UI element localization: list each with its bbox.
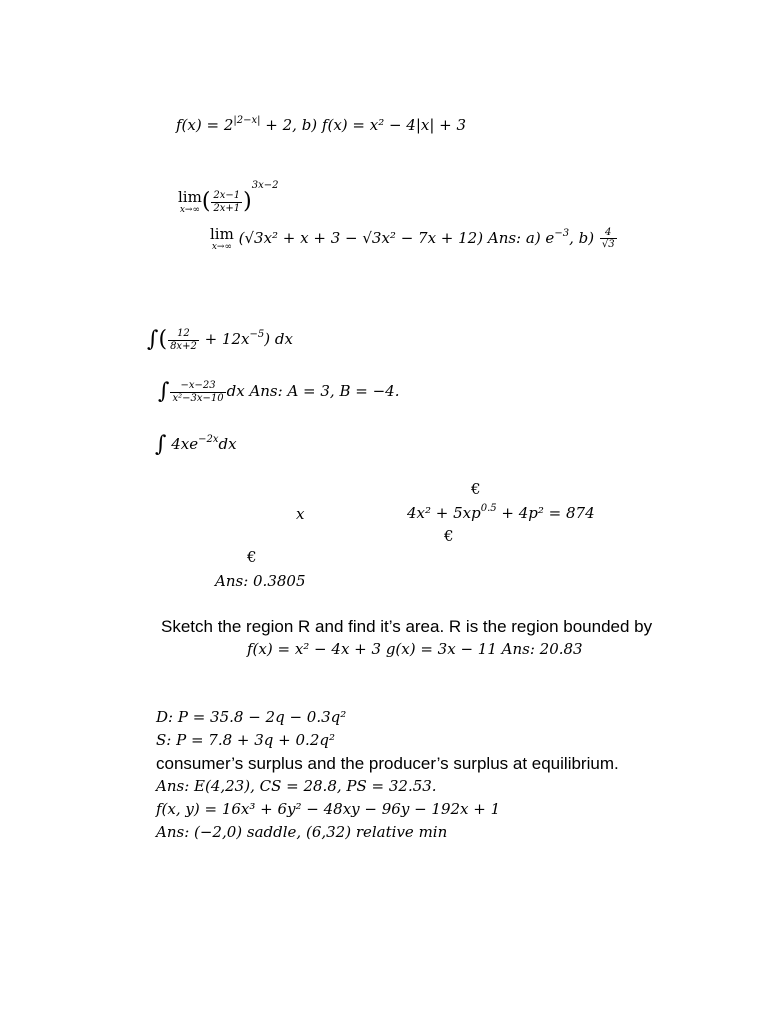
multivar-function: f(x, y) = 16x³ + 6y² − 48xy − 96y − 192x + 1 <box>156 800 501 818</box>
euro-bottom: € <box>444 527 454 545</box>
integral-sign: ∫ <box>155 432 167 457</box>
lim-word: lim <box>178 188 202 207</box>
implicit-equation-a: 4x² + 5xp <box>407 504 481 522</box>
integral-2-denominator: x²−3x−10 <box>172 392 224 404</box>
limit-2-answer: Ans: a) e <box>487 228 555 247</box>
region-functions: f(x) = x² − 4x + 3 g(x) = 3x − 11 Ans: 20.83 <box>247 640 583 658</box>
lim-subscript: x→∞ <box>179 204 200 215</box>
limit-2-expression: (√3x² + x + 3 − √3x² − 7x + 12) <box>238 228 484 247</box>
function-a-exponent: |2−x| <box>233 115 261 126</box>
demand-equation: D: P = 35.8 − 2q − 0.3q² <box>156 708 347 726</box>
surplus-text: consumer’s surplus and the producer’s surplus at equilibrium. <box>156 754 619 773</box>
supply-equation: S: P = 7.8 + 3q + 0.2q² <box>156 731 335 749</box>
integral-sign: ∫ <box>158 379 170 404</box>
implicit-answer: Ans: 0.3805 <box>215 572 306 590</box>
integral-2-tail: dx Ans: A = 3, B = −4. <box>226 382 400 400</box>
limit-1: lim x→∞ ( $\frac{2x-1}{2x+1}$ )$^{3x-2}$ <box>178 180 279 215</box>
integral-1-fraction <box>168 328 199 352</box>
integral-1: ∫( $\frac{12}{8x+2}$ + $12x^{-5}$) dx <box>147 327 293 352</box>
variable-x: x <box>296 505 305 523</box>
limit-2 <box>210 226 618 252</box>
integral-2 <box>158 380 399 404</box>
limit-2-b-fraction <box>600 227 617 251</box>
function-b: b) f(x) = x² − 4|x| + 3 <box>301 116 467 134</box>
limit-1-exponent: 3x−2 <box>251 180 279 191</box>
limit-2-b-numerator: 4 <box>600 227 617 240</box>
integral-3-text: 4xe <box>166 435 199 453</box>
implicit-equation-b: + 4p² = 874 <box>496 504 595 522</box>
integral-2-fraction <box>170 380 225 404</box>
multivar-answer: Ans: (−2,0) saddle, (6,32) relative min <box>156 823 448 841</box>
lim-word: lim <box>210 225 234 243</box>
region-prompt: Sketch the region R and find it’s area. R is the region bounded by <box>161 617 653 636</box>
function-line <box>176 115 467 134</box>
limit-1-operator <box>178 189 202 215</box>
limit-1-numerator: 2x−1 <box>213 190 241 201</box>
integral-1-numerator: 12 <box>168 328 199 341</box>
function-a: f(x) = 2 <box>176 116 234 134</box>
euro-left: € <box>247 548 257 566</box>
implicit-equation-exponent: 0.5 <box>480 503 497 514</box>
integral-1-exponent: −5 <box>249 329 265 340</box>
integral-1-term: + 12x <box>204 330 250 348</box>
limit-2-operator <box>210 226 234 252</box>
limit-2-b-denominator: √3 <box>601 239 615 251</box>
integral-3-exponent: −2x <box>198 434 219 445</box>
lim-subscript: x→∞ <box>211 241 232 252</box>
limit-1-fraction <box>211 190 242 214</box>
limit-1-denominator: 2x+1 <box>213 202 241 214</box>
integral-2-numerator: −x−23 <box>170 380 225 393</box>
limit-2-answer-exponent: −3 <box>554 227 570 239</box>
integral-3-tail: dx <box>218 435 237 453</box>
function-a-suffix: + 2, <box>260 116 302 134</box>
integral-1-denominator: 8x+2 <box>170 340 197 352</box>
euro-top: € <box>471 480 481 498</box>
integral-sign: ∫ <box>147 327 159 352</box>
integral-1-tail: ) dx <box>264 330 293 348</box>
limit-2-answer-b: , b) <box>569 228 595 247</box>
integral-3 <box>155 434 237 456</box>
implicit-equation <box>407 503 595 522</box>
surplus-answer: Ans: E(4,23), CS = 28.8, PS = 32.53. <box>156 777 437 795</box>
